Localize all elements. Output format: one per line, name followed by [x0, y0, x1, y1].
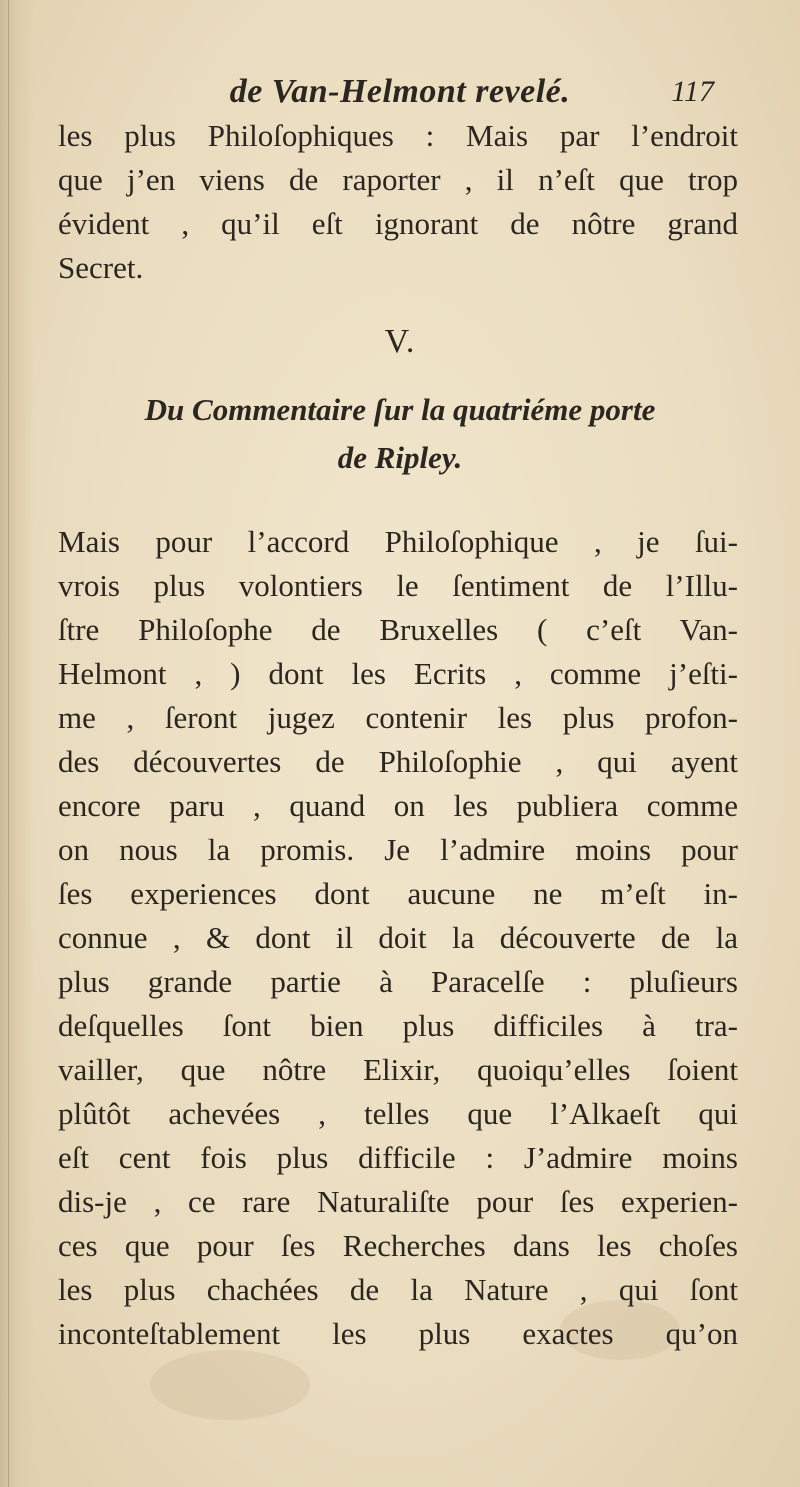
text-line: ces que pour ſes Recherches dans les choſes — [58, 1228, 738, 1263]
heading-line: Du Commentaire ſur la quatriéme porte — [144, 392, 656, 427]
text-line: Secret. — [58, 250, 144, 285]
page-number: 117 — [671, 75, 714, 108]
text-line: eſt cent fois plus difficile : J’admire moins — [58, 1140, 738, 1175]
text-line: Mais pour l’accord Philoſophique , je ſui- — [58, 524, 738, 559]
heading-line: de Ripley. — [337, 440, 463, 475]
running-title: de Van-Helmont revelé. — [229, 73, 571, 110]
binding-shadow — [0, 0, 34, 1487]
text-line: que j’en viens de raporter , il n’eſt que trop — [58, 162, 738, 197]
text-line: Helmont , ) dont les Ecrits , comme j’eſti- — [58, 656, 738, 691]
text-line: des découvertes de Philoſophie , qui ayent — [58, 744, 738, 779]
text-line: deſquelles ſont bien plus difficiles à tra- — [58, 1008, 738, 1043]
text-line: dis-je , ce rare Naturaliſte pour ſes experien- — [58, 1184, 738, 1219]
text-line: évident , qu’il eſt ignorant de nôtre grand — [58, 206, 738, 241]
text-line: ſtre Philoſophe de Bruxelles ( c’eſt Van- — [58, 612, 738, 647]
running-head — [0, 72, 800, 112]
paper-stain — [150, 1350, 310, 1420]
continued-paragraph — [58, 114, 738, 290]
text-line: plus grande partie à Paracelſe : pluſieurs — [58, 964, 738, 999]
text-line: plûtôt achevées , telles que l’Alkaeſt qui — [58, 1096, 738, 1131]
section-heading — [0, 386, 800, 482]
text-line: les plus Philoſophiques : Mais par l’endroit — [58, 118, 738, 153]
binding-edge — [8, 0, 9, 1487]
text-line: connue , & dont il doit la découverte de la — [58, 920, 738, 955]
text-line: vailler, que nôtre Elixir, quoiqu’elles ſoient — [58, 1052, 738, 1087]
text-line: les plus chachées de la Nature , qui ſont — [58, 1272, 738, 1307]
text-line: encore paru , quand on les publiera comme — [58, 788, 738, 823]
section-number: V. — [384, 323, 416, 360]
text-line: on nous la promis. Je l’admire moins pour — [58, 832, 738, 867]
text-line: ſes experiences dont aucune ne m’eſt in- — [58, 876, 738, 911]
text-line: me , ſeront jugez contenir les plus profon- — [58, 700, 738, 735]
text-line: vrois plus volontiers le ſentiment de l’Illu- — [58, 568, 738, 603]
body-paragraph — [58, 520, 738, 1356]
text-line: inconteſtablement les plus exactes qu’on — [58, 1316, 738, 1351]
